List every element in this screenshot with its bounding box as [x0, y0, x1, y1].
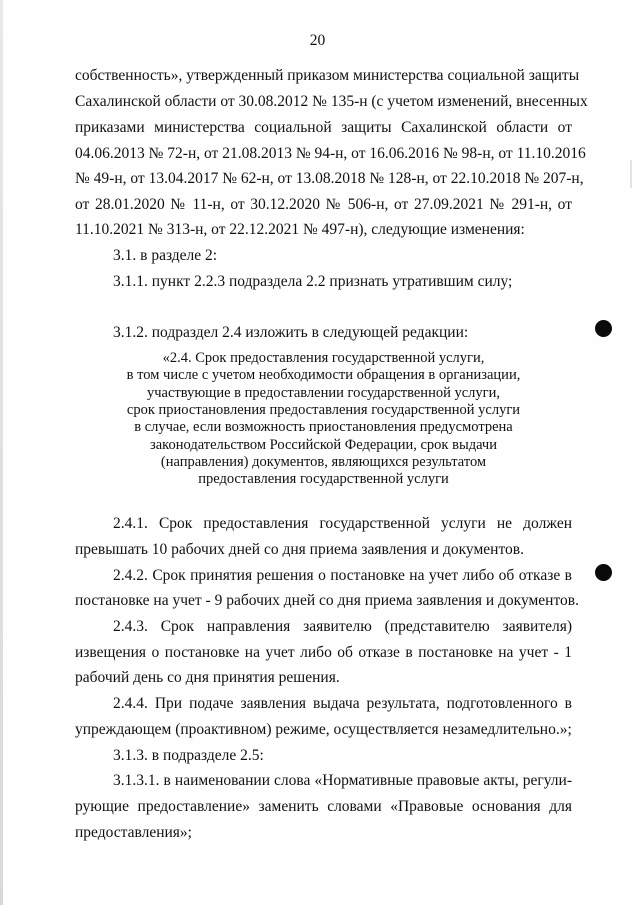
section-heading-line: участвующие в предоставлении государственной услуги, — [147, 385, 500, 401]
section-heading-line: срок приостановления предоставления государственной услуги — [126, 402, 521, 418]
section-heading-line: предоставления государственной услуги — [198, 471, 449, 487]
section-heading-line: в случае, если возможность приостановления предусмотрена — [134, 419, 513, 435]
section-heading-line: «2.4. Срок предоставления государственной услуги, — [162, 350, 485, 366]
text-line: 2.4.1. Срок предоставления государственной услуги не должен — [113, 515, 572, 532]
text-line: 2.4.3. Срок направления заявителю (представителю заявителя) — [113, 618, 572, 635]
scan-mark — [630, 160, 632, 188]
section-heading-line: законодательством Российской Федерации, срок выдачи — [150, 437, 497, 453]
text-line: предоставления»; — [75, 824, 192, 841]
text-line: 3.1.2. подраздел 2.4 изложить в следующей редакции: — [113, 324, 469, 341]
text-line: 3.1.1. пункт 2.2.3 подраздела 2.2 признать утратившим силу; — [113, 273, 513, 290]
text-line: 11.10.2021 № 313-н, от 22.12.2021 № 497-н), следующие изменения: — [75, 221, 525, 238]
text-line: 3.1.3. в подразделе 2.5: — [113, 747, 264, 764]
text-line: рующие предоставление» заменить словами «Правовые основания для — [75, 798, 572, 815]
text-line: 3.1.3.1. в наименовании слова «Нормативные правовые акты, регули- — [113, 772, 572, 789]
punch-hole — [595, 320, 612, 337]
section-heading-line: (направления) документов, являющихся результатом — [160, 454, 487, 470]
text-line: 2.4.4. При подаче заявления выдача результата, подготовленного в — [113, 695, 572, 712]
text-line: 3.1. в разделе 2: — [113, 247, 218, 264]
section-heading-line: в том числе с учетом необходимости обращения в организации, — [126, 367, 521, 383]
page-number: 20 — [309, 32, 326, 49]
text-line: 04.06.2013 № 72-н, от 21.08.2013 № 94-н, от 16.06.2016 № 98-н, от 11.10.2016 — [75, 145, 586, 162]
text-line: № 49-н, от 13.04.2017 № 62-н, от 13.08.2018 № 128-н, от 22.10.2018 № 207-н, — [75, 170, 584, 187]
text-line: 2.4.2. Срок принятия решения о постановке на учет либо об отказе в — [113, 567, 572, 584]
text-line: извещения о постановке на учет либо об отказе в постановке на учет - 1 — [75, 644, 572, 661]
text-line: превышать 10 рабочих дней со дня приема заявления и документов. — [75, 541, 524, 558]
text-line: собственность», утвержденный приказом министерства социальной защиты — [75, 67, 580, 84]
punch-hole — [595, 564, 612, 581]
text-line: постановке на учет - 9 рабочих дней со дня приема заявления и документов. — [75, 592, 579, 609]
text-line: от 28.01.2020 № 11-н, от 30.12.2020 № 506-н, от 27.09.2021 № 291-н, от — [75, 196, 572, 213]
text-line: приказами министерства социальной защиты Сахалинской области от — [75, 119, 572, 136]
text-line: упреждающем (проактивном) режиме, осуществляется незамедлительно.»; — [75, 721, 572, 738]
scan-edge — [0, 0, 3, 905]
text-line: рабочий день со дня принятия решения. — [75, 669, 340, 686]
text-line: Сахалинской области от 30.08.2012 № 135-н (с учетом изменений, внесенных — [75, 93, 588, 110]
